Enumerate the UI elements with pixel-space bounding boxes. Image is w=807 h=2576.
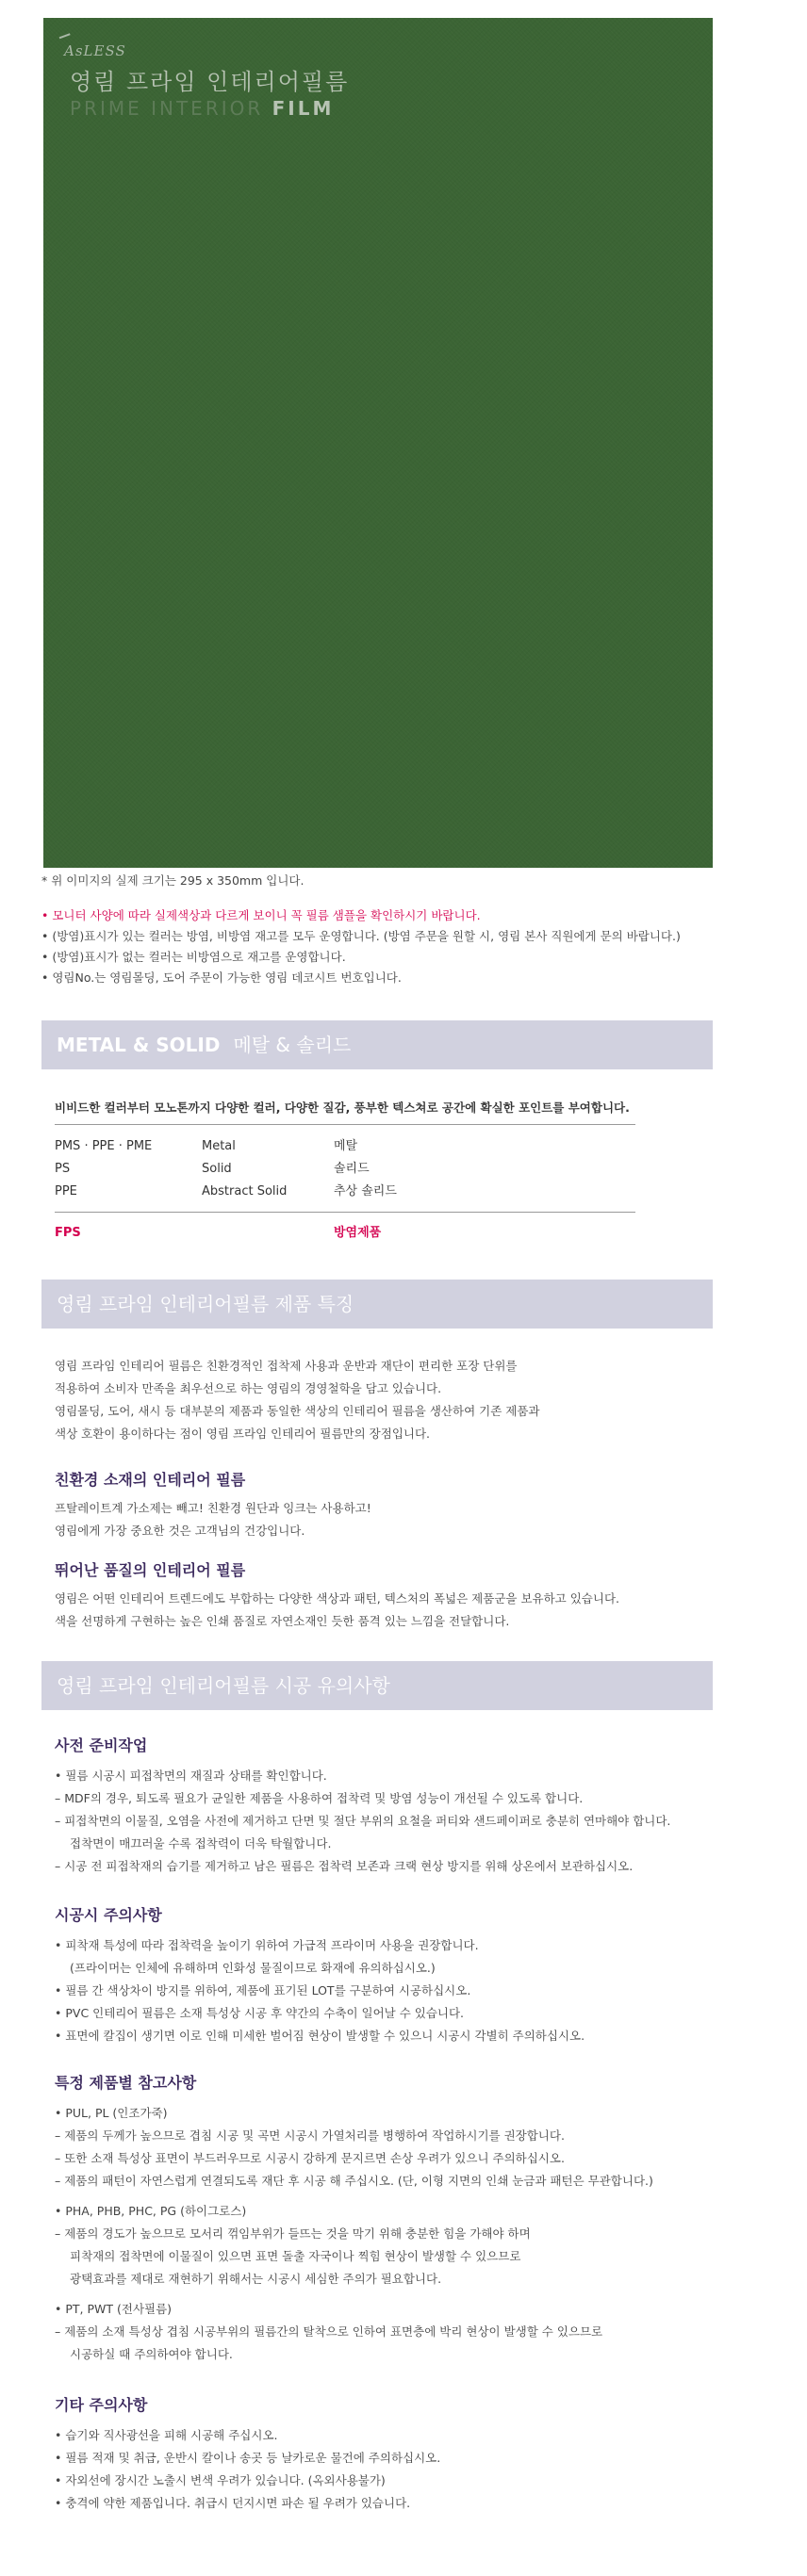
special-title: 특정 제품별 참고사항 bbox=[55, 2074, 197, 2092]
caution-header bbox=[41, 1661, 713, 1710]
table-row bbox=[55, 1181, 635, 1203]
prep-item: – 시공 전 피접착재의 습기를 제거하고 남은 필름은 접착력 보존과 크랙 현상 방지를 위해 상온에서 보관하십시오. bbox=[55, 1855, 715, 1878]
intro-line: 영림 프라임 인테리어 필름은 친환경적인 접착제 사용과 운반과 재단이 편리한 포장 단위를 bbox=[55, 1359, 518, 1373]
quality-line: 영림은 어떤 인테리어 트렌드에도 부합하는 다양한 색상과 패턴, 텍스처의 폭넓은 제품군을 보유하고 있습니다. bbox=[55, 1591, 620, 1606]
other-item: • 자외선에 장시간 노출시 변색 우려가 있습니다. (옥외사용불가) bbox=[55, 2470, 715, 2492]
quality-line: 색을 선명하게 구현하는 높은 인쇄 품질로 자연소재인 듯한 품격 있는 느낌을 전달합니다. bbox=[55, 1614, 510, 1628]
metal-title: METAL & SOLID bbox=[57, 1034, 221, 1056]
kor-cell: 추상 솔리드 bbox=[334, 1184, 397, 1198]
eco-section bbox=[55, 1468, 715, 1542]
spacer bbox=[55, 2193, 715, 2200]
notice-item: • 영림No.는 영림몰딩, 도어 주문이 가능한 영림 데코시트 번호입니다. bbox=[41, 968, 720, 988]
prep-item: – 피접착면의 이물질, 오염을 사전에 제거하고 단면 및 절단 부위의 요철을 퍼티와 샌드페이퍼로 충분히 연마해야 합니다. bbox=[55, 1810, 715, 1833]
prep-title: 사전 준비작업 bbox=[55, 1736, 148, 1754]
film-swatch bbox=[43, 18, 713, 868]
code-cell: PS bbox=[55, 1162, 71, 1176]
type-cell: Abstract Solid bbox=[202, 1184, 288, 1198]
during-item: • 표면에 칼집이 생기면 이로 인해 미세한 벌어짐 현상이 발생할 수 있으니 시공시 각별히 주의하십시오. bbox=[55, 2025, 715, 2047]
prep-section bbox=[55, 1734, 715, 1878]
during-title: 시공시 주의사항 bbox=[55, 1906, 162, 1924]
divider bbox=[55, 1212, 635, 1213]
during-item: • 피착재 특성에 따라 접착력을 높이기 위하여 가급적 프라이머 사용을 권장합니다. bbox=[55, 1934, 715, 1957]
special-item: • PT, PWT (전사필름) bbox=[55, 2298, 715, 2321]
intro-line: 색상 호환이 용이하다는 점이 영림 프라임 인테리어 필름만의 장점입니다. bbox=[55, 1427, 431, 1441]
metal-solid-header bbox=[41, 1020, 713, 1069]
notice-item: • (방염)표시가 있는 컬러는 방염, 비방염 재고를 모두 운영합니다. (방염 주문을 원할 시, 영림 본사 직원에게 문의 바랍니다.) bbox=[41, 926, 720, 947]
special-item: • PHA, PHB, PHC, PG (하이그로스) bbox=[55, 2200, 715, 2223]
during-item: (프라이머는 인체에 유해하며 인화성 물질이므로 화재에 유의하십시오.) bbox=[70, 1961, 436, 1975]
special-item: • PUL, PL (인조가죽) bbox=[55, 2102, 715, 2125]
prep-item: • 필름 시공시 피접착면의 재질과 상태를 확인합니다. bbox=[55, 1765, 715, 1787]
metal-intro: 비비드한 컬러부터 모노톤까지 다양한 컬러, 다양한 질감, 풍부한 텍스쳐로 공간에 확실한 포인트를 부여합니다. bbox=[55, 1101, 630, 1115]
prep-item: – MDF의 경우, 퇴도록 필요가 균일한 제품을 사용하여 접착력 및 방염 성능이 개선될 수 있도록 합니다. bbox=[55, 1787, 715, 1810]
special-item: – 제품의 경도가 높으므로 모서리 꺾임부위가 들뜨는 것을 막기 위해 충분한 힘을 가해야 하며 bbox=[55, 2223, 715, 2245]
intro-line: 적용하여 소비자 만족을 최우선으로 하는 영림의 경영철학을 담고 있습니다. bbox=[55, 1381, 442, 1395]
special-item: – 제품의 패턴이 자연스럽게 연결되도록 재단 후 시공 해 주십시오. (단, 이형 지면의 인쇄 눈금과 패턴은 무관합니다.) bbox=[55, 2170, 715, 2193]
special-item: 광택효과를 제대로 재현하기 위해서는 시공시 세심한 주의가 필요합니다. bbox=[70, 2272, 442, 2286]
special-section bbox=[55, 2071, 715, 2366]
subtitle-bold: FILM bbox=[272, 97, 335, 120]
other-item: • 충격에 약한 제품입니다. 취급시 던지시면 파손 될 우려가 있습니다. bbox=[55, 2492, 715, 2515]
brand-logo: AsLESS bbox=[64, 42, 126, 59]
type-cell: Metal bbox=[202, 1139, 236, 1153]
kor-cell: 메탈 bbox=[334, 1139, 358, 1153]
special-item: 피착재의 접착면에 이물질이 있으면 표면 돌출 자국이나 찍힘 현상이 발생할 수 있으므로 bbox=[70, 2249, 521, 2263]
eco-title: 친환경 소재의 인테리어 필름 bbox=[55, 1471, 246, 1489]
special-item: – 제품의 두께가 높으므로 겹침 시공 및 곡면 시공시 가열처리를 병행하여 작업하시기를 권장합니다. bbox=[55, 2125, 715, 2147]
table-row bbox=[55, 1158, 635, 1181]
fps-code: FPS bbox=[55, 1226, 81, 1240]
prep-item: 접착면이 매끄러울 수록 접착력이 더욱 탁월합니다. bbox=[70, 1836, 332, 1850]
intro-line: 영림몰딩, 도어, 새시 등 대부분의 제품과 동일한 색상의 인테리어 필름을 생산하여 기존 제품과 bbox=[55, 1404, 540, 1418]
quality-section bbox=[55, 1558, 715, 1633]
special-item: – 또한 소재 특성상 표면이 부드러우므로 시공시 강하게 문지르면 손상 우려가 있으니 주의하십시오. bbox=[55, 2147, 715, 2170]
other-item: • 습기와 직사광선을 피해 시공해 주십시오. bbox=[55, 2424, 715, 2447]
subtitle-light: PRIME INTERIOR bbox=[70, 97, 264, 120]
size-note: * 위 이미지의 실제 크기는 295 x 350mm 입니다. bbox=[41, 873, 305, 888]
table-row bbox=[55, 1135, 635, 1158]
swatch-title: 영림 프라임 인테리어필름 bbox=[70, 69, 350, 95]
metal-title-kor: 메탈 & 솔리드 bbox=[233, 1034, 352, 1056]
notice-list bbox=[41, 905, 720, 988]
code-cell: PMS · PPE · PME bbox=[55, 1139, 153, 1153]
notice-item: • (방염)표시가 없는 컬러는 비방염으로 재고를 운영합니다. bbox=[41, 947, 720, 968]
eco-line: 프탈레이트계 가소제는 빼고! 친환경 원단과 잉크는 사용하고! bbox=[55, 1501, 371, 1515]
during-item: • 필름 간 색상차이 방지를 위하여, 제품에 표기된 LOT를 구분하여 시공하십시오. bbox=[55, 1980, 715, 2002]
features-intro bbox=[55, 1355, 715, 1445]
fps-row bbox=[55, 1222, 635, 1245]
code-cell: PPE bbox=[55, 1184, 77, 1198]
divider bbox=[55, 1124, 635, 1125]
features-header bbox=[41, 1280, 713, 1329]
caution-title: 영림 프라임 인테리어필름 시공 유의사항 bbox=[57, 1674, 390, 1697]
other-title: 기타 주의사항 bbox=[55, 2396, 148, 2414]
during-item: • PVC 인테리어 필름은 소재 특성상 시공 후 약간의 수축이 일어날 수 있습니다. bbox=[55, 2002, 715, 2025]
during-section bbox=[55, 1903, 715, 2047]
features-title: 영림 프라임 인테리어필름 제품 특징 bbox=[57, 1293, 354, 1315]
other-section bbox=[55, 2393, 715, 2515]
type-cell: Solid bbox=[202, 1162, 232, 1176]
spacer bbox=[55, 2291, 715, 2298]
kor-cell: 솔리드 bbox=[334, 1162, 370, 1176]
eco-line: 영림에게 가장 중요한 것은 고객님의 건강입니다. bbox=[55, 1524, 305, 1538]
notice-item: • 모니터 사양에 따라 실제색상과 다르게 보이니 꼭 필름 샘플을 확인하시기 바랍니다. bbox=[41, 905, 720, 926]
other-item: • 필름 적재 및 취급, 운반시 칼이나 송곳 등 날카로운 물건에 주의하십시오. bbox=[55, 2447, 715, 2470]
swatch-subtitle bbox=[70, 97, 334, 120]
quality-title: 뛰어난 품질의 인테리어 필름 bbox=[55, 1561, 246, 1579]
metal-table bbox=[55, 1135, 635, 1203]
fps-label: 방염제품 bbox=[334, 1226, 382, 1240]
special-item: 시공하실 때 주의하여야 합니다. bbox=[70, 2347, 233, 2361]
special-item: – 제품의 소재 특성상 겹침 시공부위의 필름간의 탈착으로 인하여 표면층에 박리 현상이 발생할 수 있으므로 bbox=[55, 2321, 715, 2343]
